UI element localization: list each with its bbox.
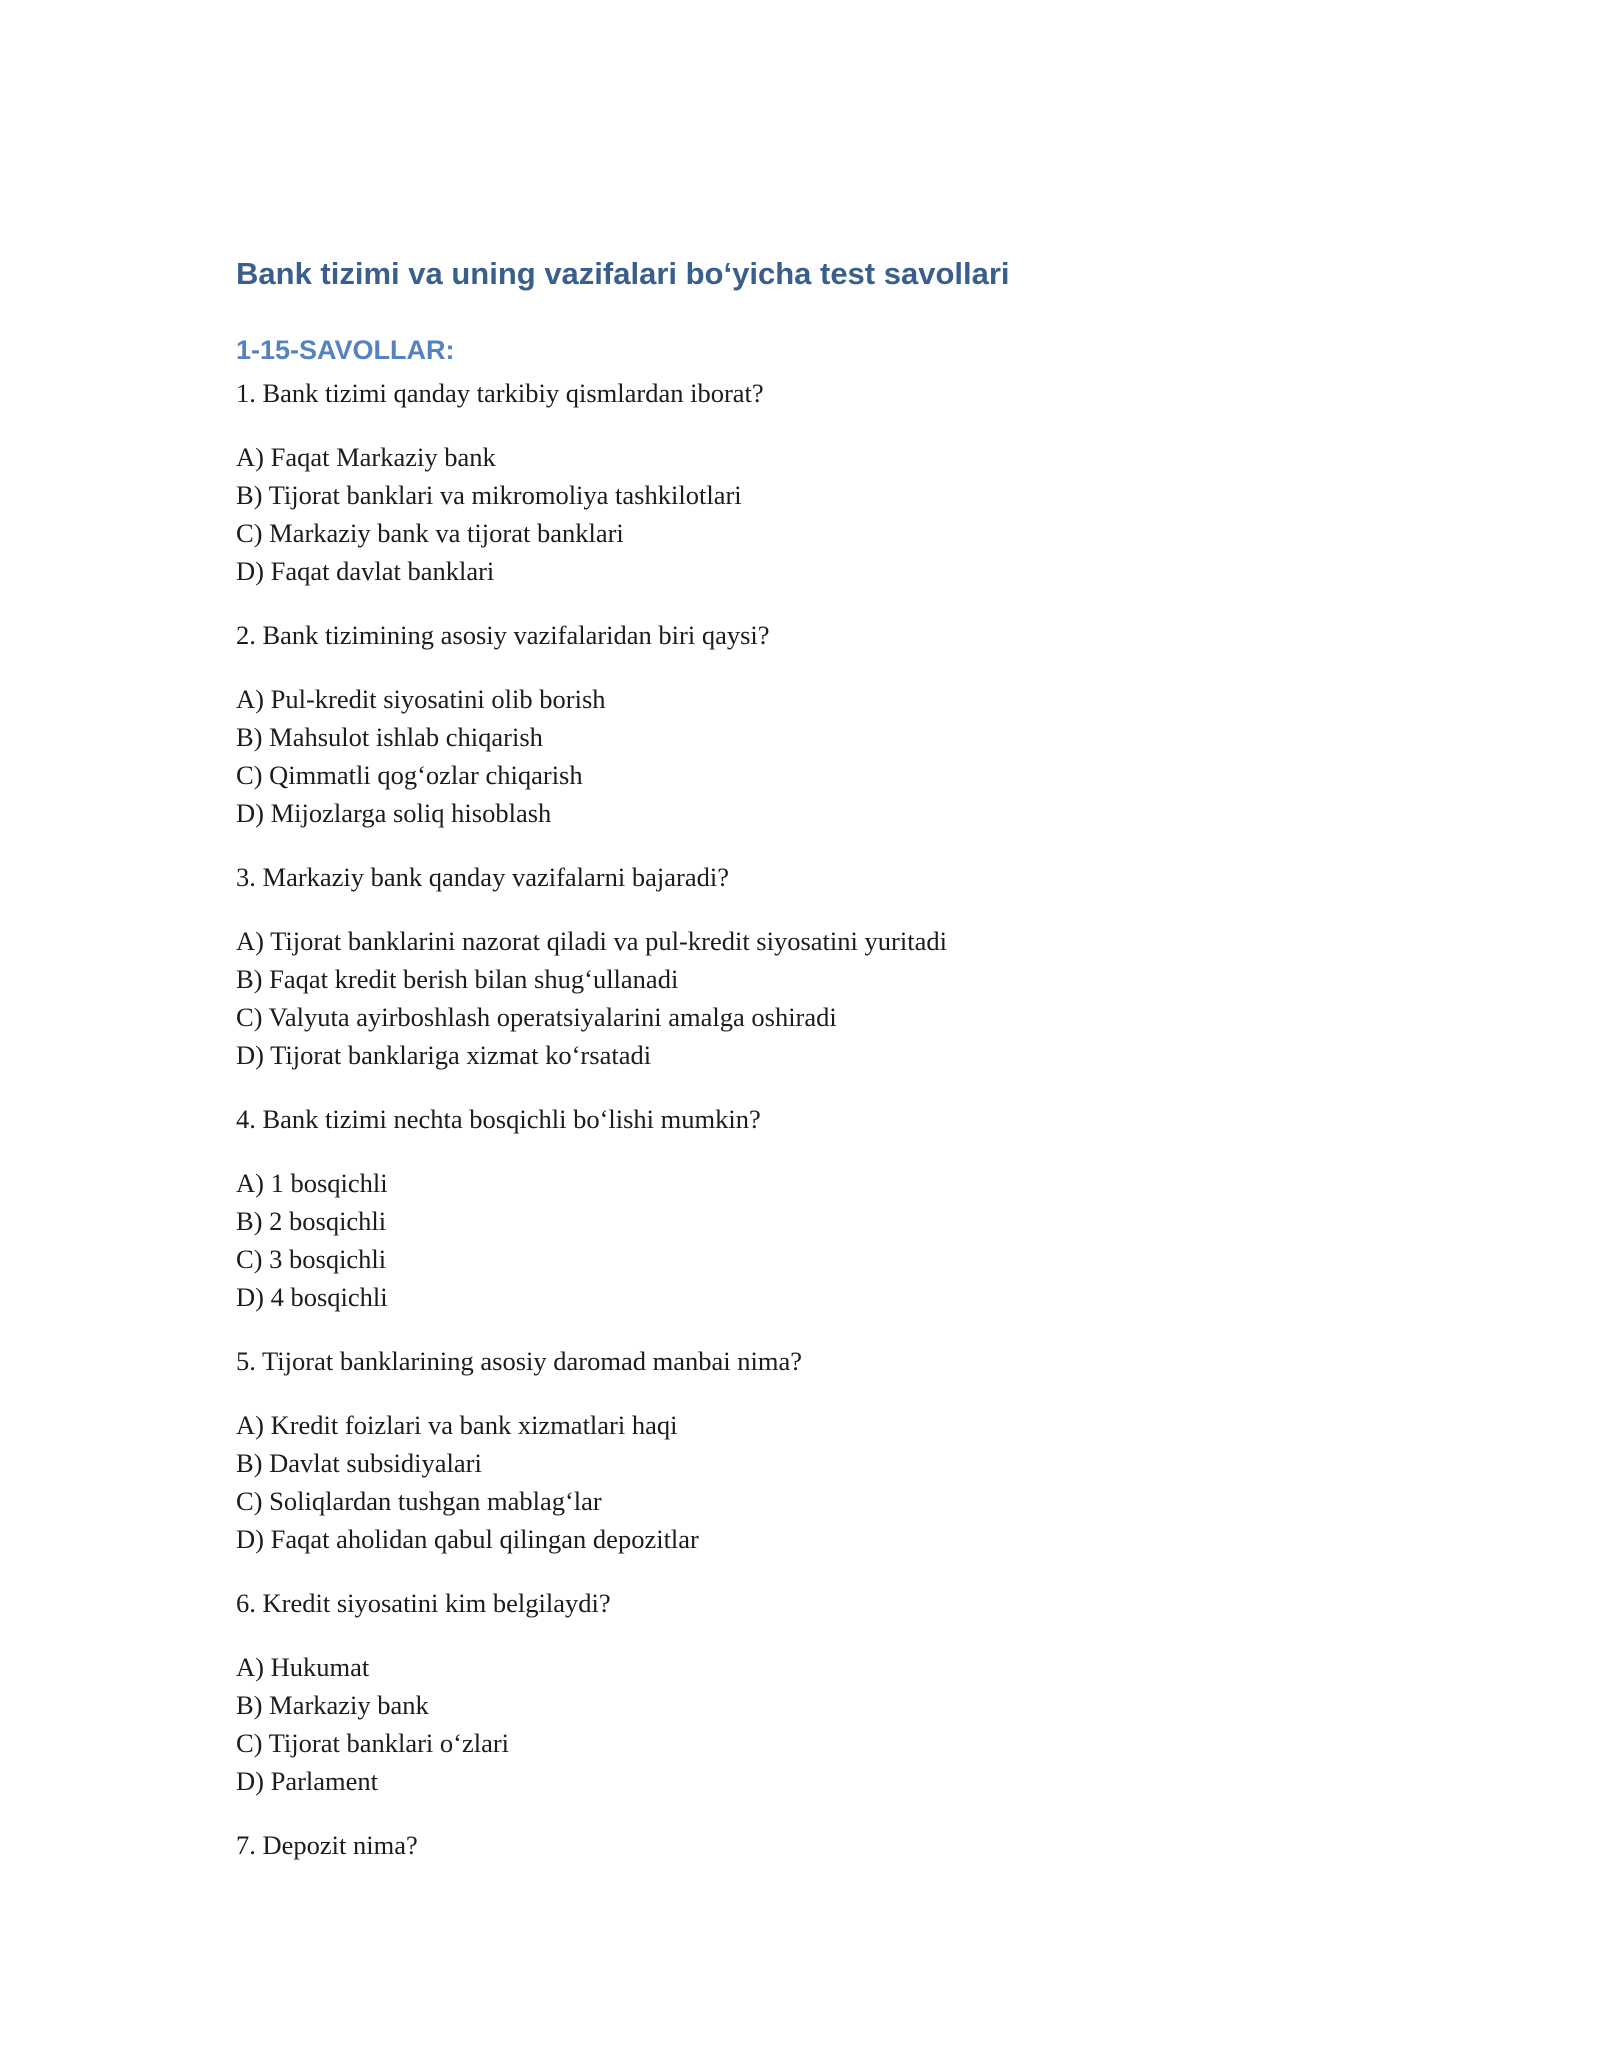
answer-options	[236, 438, 1366, 590]
question-text: 4. Bank tizimi nechta bosqichli bo‘lishi mumkin?	[236, 1104, 761, 1134]
question-1	[236, 374, 1366, 590]
answer-options	[236, 680, 1366, 832]
answer-option-a: A) Hukumat	[236, 1652, 370, 1682]
answer-option-b: B) Markaziy bank	[236, 1690, 429, 1720]
answer-option-b: B) Davlat subsidiyalari	[236, 1448, 482, 1478]
answer-option-c: C) Soliqlardan tushgan mablag‘lar	[236, 1486, 602, 1516]
question-text: 3. Markaziy bank qanday vazifalarni bajaradi?	[236, 862, 729, 892]
answer-option-d: D) Tijorat banklariga xizmat ko‘rsatadi	[236, 1040, 652, 1070]
answer-option-b: B) Mahsulot ishlab chiqarish	[236, 722, 543, 752]
answer-option-b: B) Tijorat banklari va mikromoliya tashkilotlari	[236, 480, 742, 510]
question-text: 2. Bank tizimining asosiy vazifalaridan biri qaysi?	[236, 620, 770, 650]
answer-option-c: C) 3 bosqichli	[236, 1244, 387, 1274]
answer-option-d: D) Parlament	[236, 1766, 379, 1796]
section-heading: 1-15-SAVOLLAR:	[236, 335, 455, 365]
question-text: 1. Bank tizimi qanday tarkibiy qismlardan iborat?	[236, 378, 764, 408]
answer-option-c: C) Valyuta ayirboshlash operatsiyalarini amalga oshiradi	[236, 1002, 837, 1032]
question-3	[236, 858, 1366, 1074]
answer-options	[236, 1164, 1366, 1316]
answer-option-a: A) Tijorat banklarini nazorat qiladi va pul-kredit siyosatini yuritadi	[236, 926, 947, 956]
answer-options	[236, 1406, 1366, 1558]
document-title: Bank tizimi va uning vazifalari bo‘yicha test savollari	[236, 256, 1010, 291]
question-text: 5. Tijorat banklarining asosiy daromad manbai nima?	[236, 1346, 802, 1376]
question-text: 6. Kredit siyosatini kim belgilaydi?	[236, 1588, 611, 1618]
answer-option-b: B) 2 bosqichli	[236, 1206, 387, 1236]
answer-option-d: D) 4 bosqichli	[236, 1282, 388, 1312]
answer-option-b: B) Faqat kredit berish bilan shug‘ullanadi	[236, 964, 679, 994]
answer-options	[236, 1648, 1366, 1800]
answer-option-a: A) 1 bosqichli	[236, 1168, 388, 1198]
answer-option-a: A) Faqat Markaziy bank	[236, 442, 496, 472]
answer-option-a: A) Pul-kredit siyosatini olib borish	[236, 684, 606, 714]
answer-option-d: D) Mijozlarga soliq hisoblash	[236, 798, 552, 828]
question-6	[236, 1584, 1366, 1800]
question-7	[236, 1826, 1366, 1864]
question-text: 7. Depozit nima?	[236, 1830, 418, 1860]
answer-option-c: C) Qimmatli qog‘ozlar chiqarish	[236, 760, 583, 790]
answer-option-d: D) Faqat aholidan qabul qilingan depozitlar	[236, 1524, 699, 1554]
document-content	[236, 248, 1366, 1864]
answer-option-d: D) Faqat davlat banklari	[236, 556, 495, 586]
question-5	[236, 1342, 1366, 1558]
answer-option-c: C) Markaziy bank va tijorat banklari	[236, 518, 624, 548]
answer-option-a: A) Kredit foizlari va bank xizmatlari haqi	[236, 1410, 678, 1440]
question-2	[236, 616, 1366, 832]
answer-option-c: C) Tijorat banklari o‘zlari	[236, 1728, 510, 1758]
answer-options	[236, 922, 1366, 1074]
question-4	[236, 1100, 1366, 1316]
